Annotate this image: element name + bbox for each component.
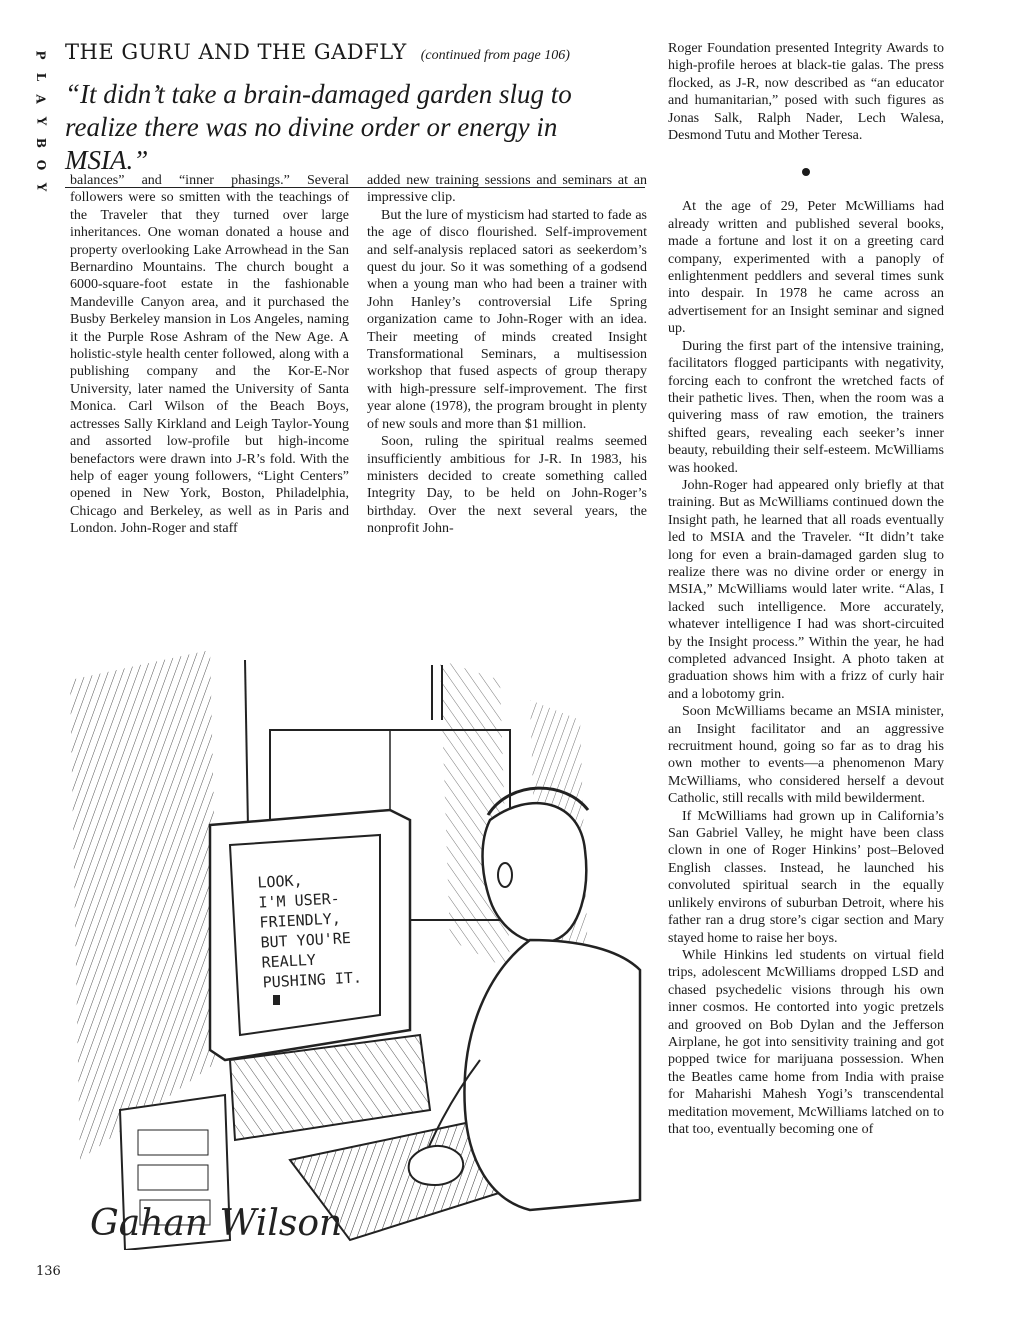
screen-line: I'M USER-	[258, 889, 341, 912]
paragraph: While Hinkins led students on virtual field trips, adolescent McWilliams dropped LSD and chased psychedelic visions through his own inner cosmos. He contorted into yogic pretzels and grooved on Bob Dylan and the Jefferson Airplane, he got into sensitivity training and got popped twice for marijuana possession. When the Beatles came home from India with praise for Maharishi Mahesh Yogi’s transcendental meditation movement, McWilliams latched on to that too, eventually becoming one of	[668, 947, 944, 1137]
page-number: 136	[36, 1264, 61, 1279]
screen-line: BUT YOU'RE	[260, 928, 352, 952]
magazine-letter: Y	[33, 182, 48, 192]
magazine-letter: P	[34, 50, 48, 60]
magazine-letter: B	[34, 137, 48, 149]
cartoon-drawing	[60, 640, 650, 1250]
screen-line: LOOK,	[256, 871, 304, 892]
continued-note: (continued from page 106)	[420, 48, 570, 63]
paragraph: Soon McWilliams became an MSIA minister, an Insight facilitator and an aggressive recruitment hound, going so far as to drag his own mother to events—a phenomenon Mary McWilliams, who considered herself a devout Catholic, still recalls with mild bewilderment.	[668, 704, 944, 807]
paragraph: During the first part of the intensive training, facilitators flogged participants with negativity, forcing each to confront the wretched facts of their pathetic lives. Then, when the room was a quivering mass of raw emotion, the trainers shifted gears, revealing each seeker’s inner beauty, rebuilding their self-esteem. McWilliams was hooked.	[668, 338, 944, 476]
cartoonist-signature: Gahan Wilson	[90, 1203, 343, 1244]
screen-line: FRIENDLY,	[259, 909, 342, 932]
column-1	[70, 172, 349, 538]
magazine-vertical-label	[33, 44, 49, 198]
pull-quote: “It didn’t take a brain-damaged garden slug to realize there was no divine order or energy in MSIA.”	[65, 78, 645, 188]
screen-line: PUSHING IT.	[262, 968, 363, 992]
magazine-letter: L	[34, 72, 48, 82]
paragraph: John-Roger had appeared only briefly at that training. But as McWilliams continued down the Insight path, he learned that all roads eventually led to MSIA and the Traveler. “It didn’t take long for even a brain-damaged garden slug to realize there was no divine order or energy in MSIA,” McWilliams would later write. “Alas, I lacked such intelligence. More accurately, whatever intelligence I had was short-circuited by the Insight process.” Within the year, he had completed advanced Insight. A photo taken at graduation shows him with a frizz of curly hair and a lobotomy grin.	[668, 477, 944, 702]
paragraph: But the lure of mysticism had started to fade as the age of disco flourished. Self-improvement and self-analysis replaced satori as seekerdom’s quest du jour. So it was something of a godsend when a young man who had been a trainer with John Hanley’s controversial Life Spring organization came to John-Roger with an idea. Their meeting of minds created Insight Transformational Seminars, a multisession workshop that fused aspects of group therapy with high-pressure self-improvement. The first year alone (1978), the program brought in plenty of new souls and more than $1 million.	[367, 207, 647, 432]
column-3	[668, 40, 944, 1138]
magazine-letter: A	[34, 94, 48, 104]
magazine-letter: O	[33, 159, 48, 171]
paragraph: added new training sessions and seminars at an impressive clip.	[367, 173, 647, 206]
paragraph: Roger Foundation presented Integrity Awards to high-profile heroes at black-tie galas. The press flocked, as J-R, now described as “an educator and humanitarian,” posed with such figures as Jonas Salk, Ralph Nader, Lech Walesa, Desmond Tutu and Mother Teresa.	[668, 41, 944, 144]
magazine-letter: Y	[33, 116, 48, 126]
paragraph: If McWilliams had grown up in California’s San Gabriel Valley, he might have been class clown in one of Roger Hinkins’ post–Beloved English classes. Instead, he launched his convoluted spiritual search in the equally unlikely environs of suburban Detroit, where his father ran a drug store’s cigar section and Mary stayed home to raise her boys.	[668, 808, 944, 946]
paragraph: balances” and “inner phasings.” Several followers were so smitten with the teachings of the Traveler that they turned over large inheritances. One woman donated a house and property overlooking Lake Arrowhead in the San Bernardino Mountains. The church bought a 6000-square-foot estate in the fashionable Mandeville Canyon area, and it purchased the Busby Berkeley mansion in Los Angeles, naming it the Purple Rose Ashram of the New Age. A holistic-style health center followed, along with a publishing company and the Kor-E-Nor University, later named the University of Santa Monica. Carl Wilson of the Beach Boys, actresses Sally Kirkland and Leigh Taylor-Young and assorted low-profile but high-income benefactors were drawn into J-R’s fold. With the help of eager young followers, “Light Centers” opened in New York, Boston, Philadelphia, Chicago and Berkeley, as well as in Paris and London. John-Roger and staff	[70, 173, 349, 537]
paragraph: At the age of 29, Peter McWilliams had already written and published several books, made a fortune and lost it on a greeting card company, experimented with a panoply of enlightenment peddlers and several times sunk into despair. In 1978 he came across an advertisement for an Insight seminar and signed up.	[668, 199, 944, 337]
article-title: THE GURU AND THE GADFLY	[65, 40, 407, 64]
section-break-bullet	[802, 168, 810, 176]
screen-line: REALLY	[261, 950, 317, 972]
column-2	[367, 172, 647, 538]
paragraph: Soon, ruling the spiritual realms seemed insufficiently ambitious for J-R. In 1983, his ministers decided to create something called Integrity Day, to be held on John-Roger’s birthday. Over the next several years, the nonprofit John-	[367, 434, 647, 537]
cartoon-illustration	[60, 640, 650, 1250]
article-header	[65, 40, 645, 188]
